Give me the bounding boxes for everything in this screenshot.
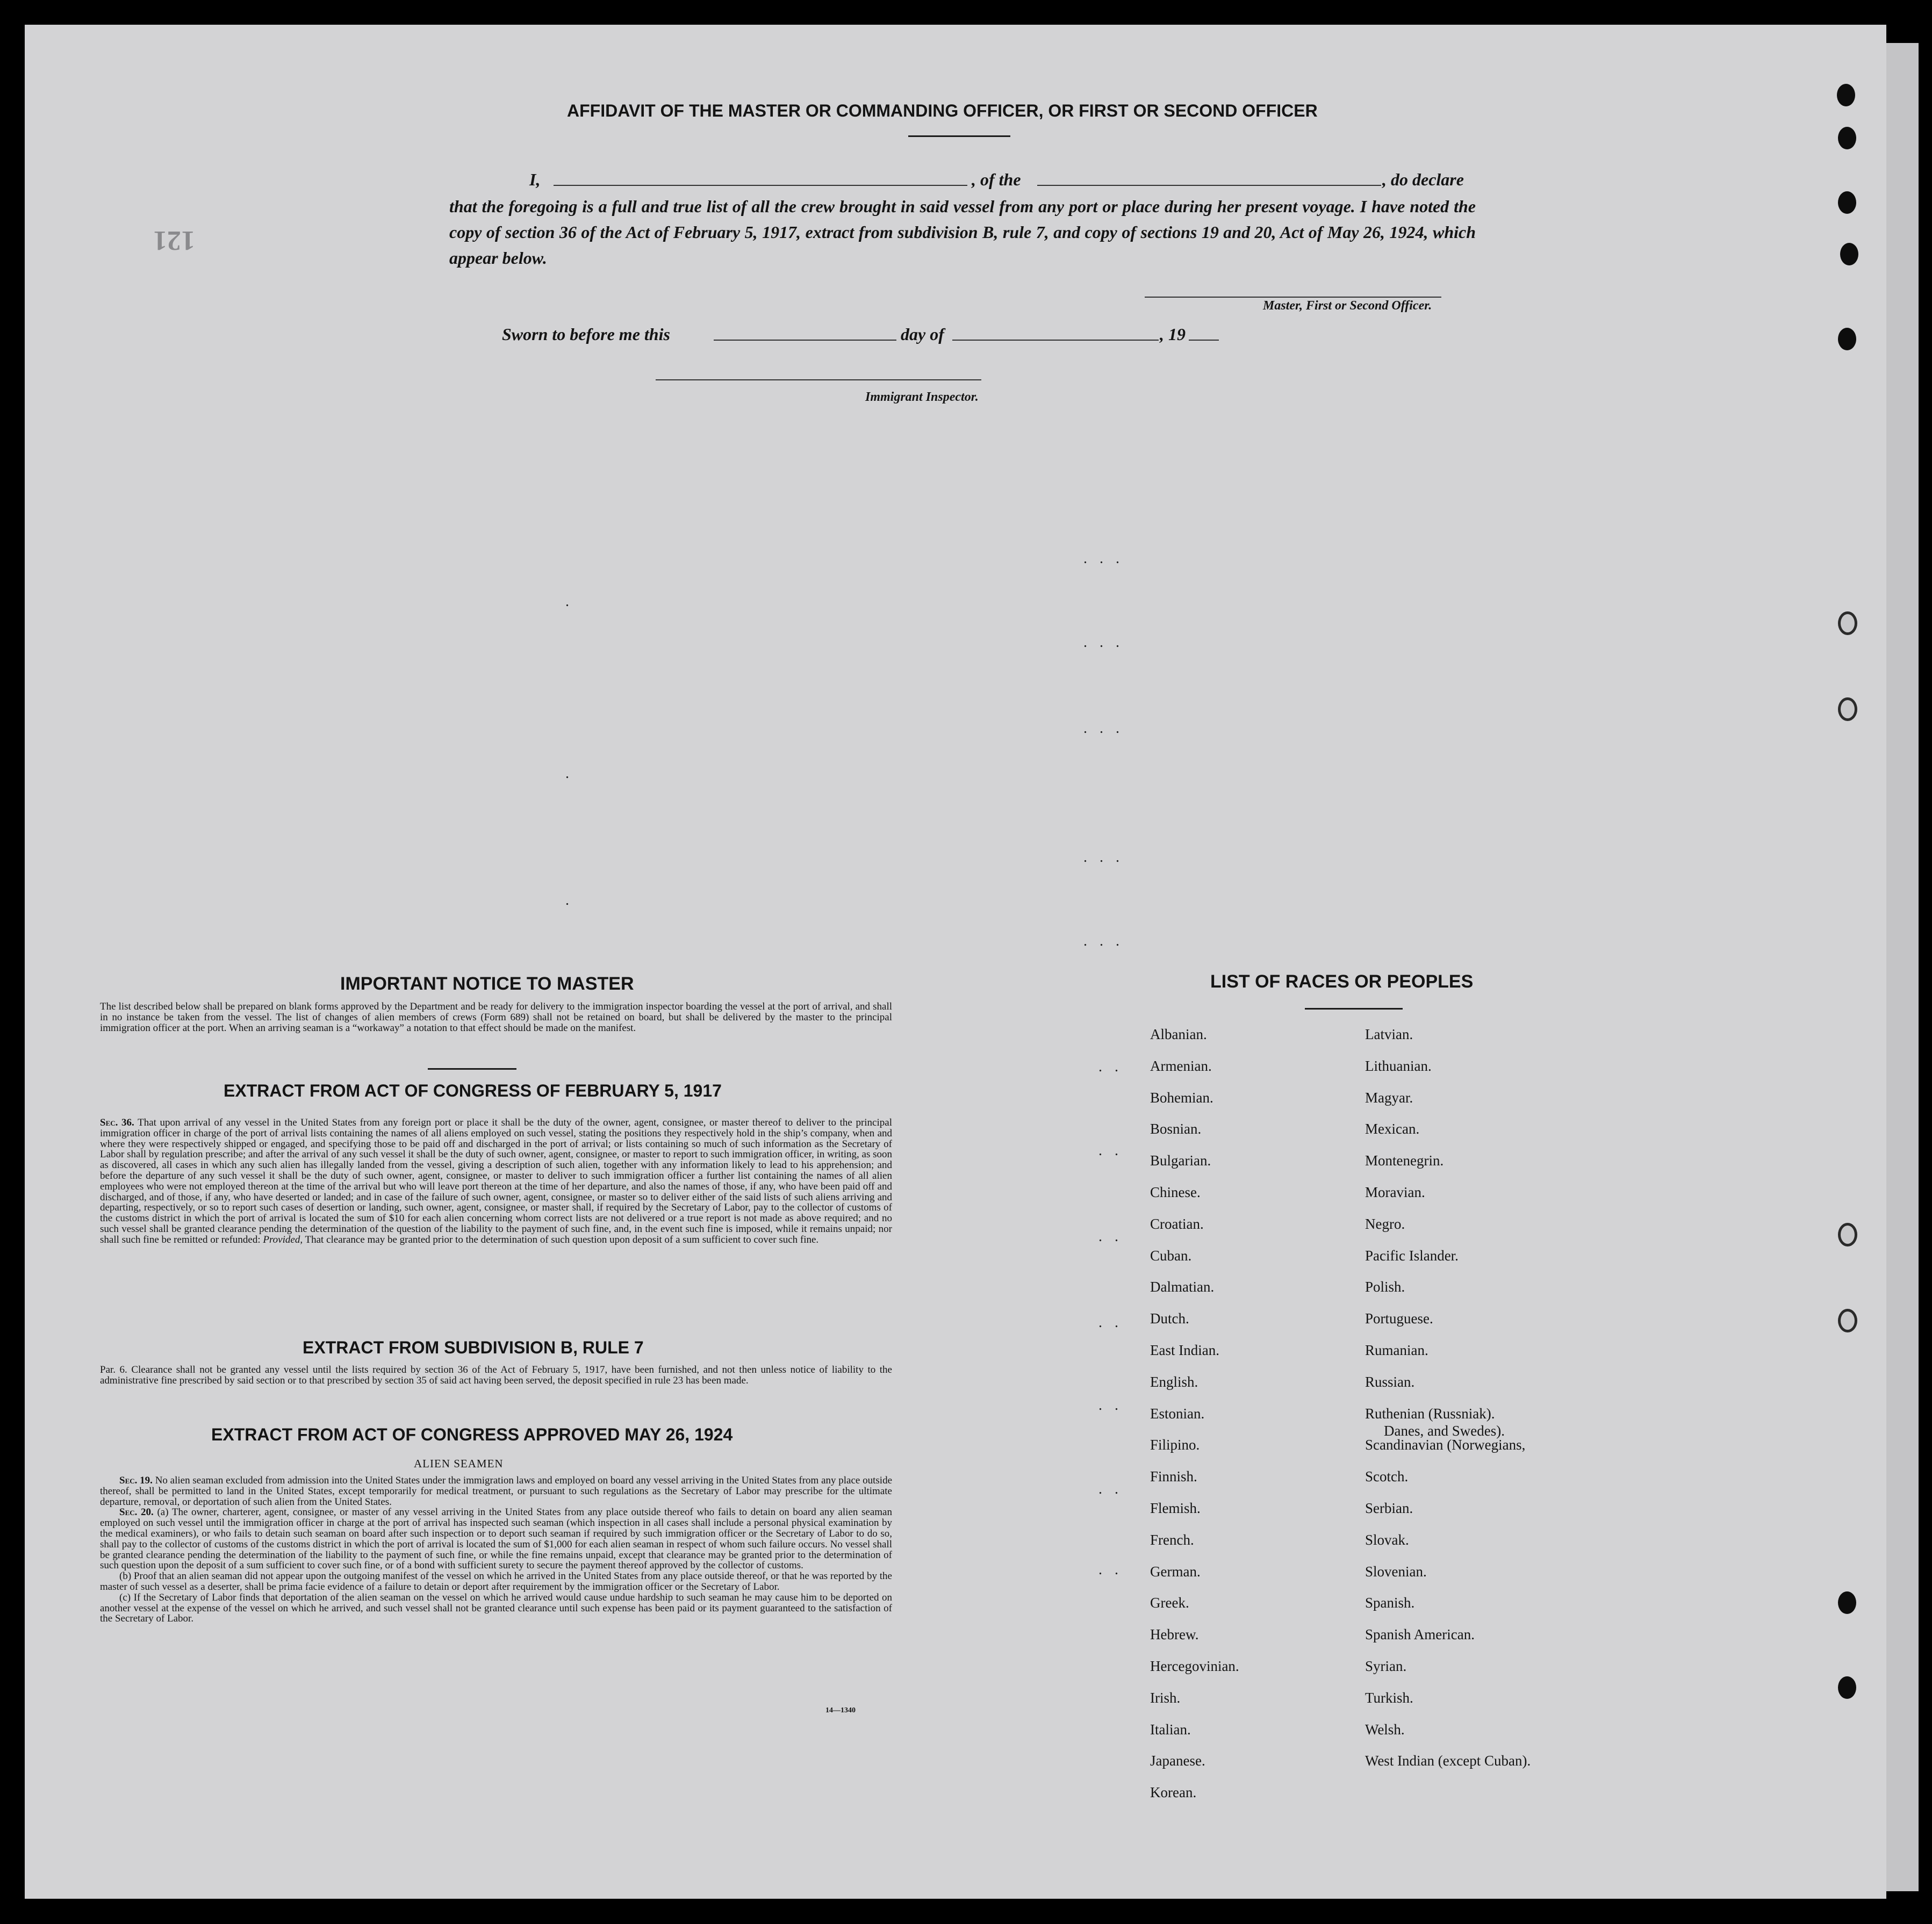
- section-19-body: No alien seaman excluded from admission into the United States under the immigration laws and employed on board any vessel arriving in the United States from any place outside thereof, shall be permitted to land in the United States, except temporarily for medical treatment, or pursuant to such regulations as the Secretary of Labor may prescribe for the ultimate departure, removal, or deportation of such alien from the United States.: [100, 1475, 892, 1508]
- bleed-dots: . .: [1098, 1228, 1123, 1245]
- provided-label: Provided,: [263, 1234, 303, 1245]
- race-item: Lithuanian.: [1365, 1057, 1432, 1074]
- binder-hole: [1838, 1591, 1856, 1614]
- section-20c: (c) If the Secretary of Labor finds that deportation of the alien seaman on the vessel on which he arrived would cause undue hardship to such seaman he may cause him to be deported on another vessel at the expense of the vessel on which he arrived, and such vessel shall not be granted clearance until such expense has been paid or its payment guaranteed to the satisfaction of the Secretary of Labor.: [100, 1591, 892, 1625]
- races-title-underline: [1305, 1008, 1403, 1010]
- section-36-text: [100, 1118, 892, 1245]
- section-label: Sec. 36.: [100, 1117, 134, 1128]
- race-item: Japanese.: [1150, 1753, 1205, 1769]
- race-item: Ruthenian (Russniak).: [1365, 1405, 1495, 1422]
- bleed-dots: . .: [1098, 1058, 1123, 1075]
- vessel-blank-line: [1037, 185, 1381, 186]
- race-item: Syrian.: [1365, 1658, 1407, 1674]
- race-item: Filipino.: [1150, 1437, 1200, 1453]
- race-item: Polish.: [1365, 1279, 1405, 1295]
- race-item: Moravian.: [1365, 1184, 1425, 1200]
- race-item: Scandinavian (Norwegians,: [1365, 1437, 1526, 1453]
- section-20b: (b) Proof that an alien seaman did not appear upon the outgoing manifest of the vessel on which he arrived in the United States from any place outside thereof, or that he was reported by the master of such vessel as a deserter, shall be prima facie evidence of a failure to detain or deport after requirement by the immigration officer or the Secretary of Labor.: [100, 1570, 892, 1592]
- binder-hole: [1838, 1676, 1856, 1699]
- sworn-day-of: day of: [901, 325, 944, 344]
- affidavit-declare: , do declare: [1382, 170, 1464, 189]
- race-item: Armenian.: [1150, 1057, 1212, 1074]
- sworn-day-blank-line: [714, 340, 896, 341]
- signature-line: [1145, 297, 1441, 298]
- form-number: 14—1340: [825, 1706, 856, 1714]
- binder-hole: [1838, 611, 1857, 635]
- section-36-body: That upon arrival of any vessel in the United States from any foreign port or place it shall be the duty of the owner, agent, consignee, or master thereof to deliver to the principal immigration officer in charge of the port of arrival lists containing the names of all aliens employed on such vessel, stating the positions they respectively hold in the ship’s company, when and where they were respectively shipped or engaged, and specifying those to be paid off and discharged in the port of arrival; or lists containing so much of such information as the Secretary of Labor shall by regulation prescribe; and after the arrival of any such vessel it shall be the duty of such owner, agent, consignee, or master to report to such immigration officer, in writing, as soon as discovered, all cases in which any such alien has illegally landed from the vessel, giving a description of such alien, together with any information likely to lead to his apprehension; and before the departure of any such vessel it shall be the duty of such owner, agent, consignee, or master to deliver to such immigration officer a further list containing the names of all alien employees who were not employed thereon at the time of the arrival but who will leave port thereon at the time of her departure, and also the names of those, if any, who have been paid off and discharged, and of those, if any, who have deserted or landed; and in case of the failure of such owner, agent, consignee, or master so to deliver either of the said lists of such aliens arriving and departing, respectively, or so to report such cases of desertion or landing, such owner, agent, consignee, or master shall, if required by the Secretary of Labor, pay to the collector of customs of the customs district in which the port of arrival is located the sum of $10 for each alien concerning whom correct lists are not delivered or a true report is not made as above required; and no such vessel shall be granted clearance pending the determination of the question of the liability to the payment of such fine, and, in the event such fine is imposed, while it remains unpaid; nor shall such fine be remitted or refunded:: [100, 1117, 892, 1245]
- section-label: Sec. 19.: [119, 1475, 153, 1486]
- notice-text: The list described below shall be prepared on blank forms approved by the Department and be ready for delivery to the immigration inspector boarding the vessel at the port of arrival, and shall in no instance be taken from the vessel. The list of changes of alien members of crews (Form 689) shall not be retained on board, but shall be delivered by the master to the principal immigration officer at the port. When an arriving seaman is a “workaway” a notation to that effect should be made on the manifest.: [100, 1001, 892, 1034]
- race-item: Slovak.: [1365, 1531, 1409, 1548]
- section-20a: [100, 1507, 892, 1571]
- binder-hole: [1838, 1309, 1857, 1332]
- race-item: Russian.: [1365, 1373, 1415, 1390]
- binder-hole: [1838, 697, 1857, 721]
- race-item: Korean.: [1150, 1784, 1197, 1801]
- bleed-dots: .: [565, 892, 573, 909]
- race-item: Danes, and Swedes).: [1384, 1422, 1505, 1439]
- race-item: Mexican.: [1365, 1121, 1420, 1137]
- alien-seamen-subtitle: ALIEN SEAMEN: [414, 1457, 504, 1470]
- signature-caption: Master, First or Second Officer.: [1263, 299, 1432, 313]
- race-item: Bulgarian.: [1150, 1152, 1211, 1169]
- race-item: German.: [1150, 1563, 1201, 1580]
- sections-19-20-text: [100, 1475, 892, 1624]
- race-item: Irish.: [1150, 1689, 1181, 1706]
- binder-hole: [1840, 243, 1858, 265]
- race-item: Bohemian.: [1150, 1089, 1213, 1106]
- race-item: Flemish.: [1150, 1500, 1201, 1516]
- race-item: Chinese.: [1150, 1184, 1201, 1200]
- extract-rule-7-title: EXTRACT FROM SUBDIVISION B, RULE 7: [303, 1338, 644, 1357]
- race-item: Scotch.: [1365, 1468, 1409, 1485]
- affidavit-body: that the foregoing is a full and true list of all the crew brought in said vessel from any port or place during her present voyage. I have noted the copy of section 36 of the Act of February 5, 1917, extract from subdivision B, rule 7, and copy of sections 19 and 20, Act of May 26, 1924, which appear below.: [449, 197, 1476, 268]
- race-item: Montenegrin.: [1365, 1152, 1444, 1169]
- bleed-dots: . . .: [1083, 849, 1124, 866]
- bleed-dots: .: [565, 593, 573, 610]
- bleed-dots: . . .: [1083, 720, 1124, 737]
- binder-hole: [1838, 1223, 1857, 1246]
- bleed-dots: . .: [1098, 1142, 1123, 1159]
- affidavit-title: AFFIDAVIT OF THE MASTER OR COMMANDING OFFICER, OR FIRST OR SECOND OFFICER: [567, 101, 1318, 120]
- race-item: Negro.: [1365, 1215, 1405, 1232]
- race-item: East Indian.: [1150, 1342, 1219, 1358]
- name-blank-line: [554, 185, 967, 186]
- race-item: Pacific Islander.: [1365, 1247, 1459, 1264]
- race-item: West Indian (except Cuban).: [1365, 1753, 1531, 1769]
- race-item: Magyar.: [1365, 1089, 1413, 1106]
- sworn-month-blank-line: [952, 340, 1159, 341]
- inspector-caption: Immigrant Inspector.: [865, 390, 979, 404]
- affidavit-i: I,: [529, 170, 541, 189]
- provided-text: That clearance may be granted prior to the determination of such question upon deposit of a sum sufficient to cover such fine.: [305, 1234, 819, 1245]
- bleed-dots: .: [565, 765, 573, 782]
- section-20a-body: (a) The owner, charterer, agent, consignee, or master of any vessel arriving in the United States from any place outside thereof who fails to detain on board any alien seaman employed on such vessel until the immigration officer in charge at the port of arrival has inspected such seaman (which inspection in all cases shall include a personal physical examination by the medical examiners), or who fails to detain such seaman on board after such inspection or to deport such seaman if required by such immigration officer or the Secretary of Labor to do so, shall pay to the collector of customs of the customs district in which the port of arrival is located the sum of $1,000 for each alien seaman in respect of whom such failure occurs. No vessel shall be granted clearance pending the determination of the liability to the payment of such fine, or while the fine remains unpaid, except that clearance may be granted prior to the determination of such question upon the deposit of a sum sufficient to cover such fine, or of a bond with sufficient surety to secure the payment thereof approved by the collector of customs.: [100, 1507, 892, 1572]
- race-item: Dalmatian.: [1150, 1279, 1215, 1295]
- section-19: [100, 1475, 892, 1507]
- race-item: Bosnian.: [1150, 1121, 1202, 1137]
- bleed-dots: . . .: [1083, 634, 1124, 651]
- race-item: Spanish American.: [1365, 1626, 1475, 1643]
- section-label: Sec. 20.: [119, 1507, 154, 1518]
- underlying-page-edge: [1886, 43, 1919, 1891]
- bleed-dots: . .: [1098, 1397, 1123, 1414]
- race-item: French.: [1150, 1531, 1194, 1548]
- race-item: Finnish.: [1150, 1468, 1197, 1485]
- paragraph-6-text: Par. 6. Clearance shall not be granted any vessel until the lists required by section 36 of the Act of February 5, 1917, have been furnished, and not then unless notice of liability to the administrative fine prescribed by said section or to that prescribed by section 35 of said act having been served, the deposit specified in rule 23 has been made.: [100, 1364, 892, 1386]
- sworn-text: Sworn to before me this: [502, 325, 670, 344]
- race-item: Latvian.: [1365, 1026, 1413, 1042]
- race-item: Rumanian.: [1365, 1342, 1428, 1358]
- race-item: Hercegovinian.: [1150, 1658, 1239, 1674]
- race-item: Slovenian.: [1365, 1563, 1427, 1580]
- race-item: Cuban.: [1150, 1247, 1192, 1264]
- bleed-dots: . . .: [1083, 550, 1124, 567]
- extract-feb-1917-title: EXTRACT FROM ACT OF CONGRESS OF FEBRUARY 5, 1917: [224, 1081, 722, 1100]
- race-item: Serbian.: [1365, 1500, 1413, 1516]
- inspector-signature-line: [656, 379, 981, 380]
- binder-hole: [1838, 191, 1856, 214]
- sworn-year-blank-line: [1189, 340, 1219, 341]
- race-item: Hebrew.: [1150, 1626, 1199, 1643]
- race-item: Dutch.: [1150, 1310, 1189, 1327]
- bleed-dots: . .: [1098, 1561, 1123, 1578]
- title-underline: [908, 135, 1010, 137]
- section-divider: [428, 1068, 516, 1070]
- bleed-dots: . .: [1098, 1314, 1123, 1331]
- race-item: Turkish.: [1365, 1689, 1413, 1706]
- race-item: Italian.: [1150, 1721, 1191, 1738]
- binder-hole: [1838, 328, 1856, 350]
- race-item: Croatian.: [1150, 1215, 1204, 1232]
- affidavit-of-the: , of the: [972, 170, 1021, 189]
- race-item: Greek.: [1150, 1595, 1189, 1611]
- bleed-dots: . . .: [1083, 933, 1124, 949]
- extract-may-1924-title: EXTRACT FROM ACT OF CONGRESS APPROVED MAY 26, 1924: [211, 1425, 733, 1444]
- sworn-year: , 19: [1160, 325, 1186, 344]
- bleed-dots: . .: [1098, 1481, 1123, 1497]
- race-item: Portuguese.: [1365, 1310, 1433, 1327]
- binder-hole: [1837, 84, 1855, 106]
- faint-stamp-number: 121: [153, 225, 195, 256]
- notice-title: IMPORTANT NOTICE TO MASTER: [340, 974, 634, 994]
- race-item: Spanish.: [1365, 1595, 1415, 1611]
- race-item: English.: [1150, 1373, 1198, 1390]
- race-item: Albanian.: [1150, 1026, 1207, 1042]
- binder-hole: [1838, 127, 1856, 149]
- races-list-title: LIST OF RACES OR PEOPLES: [1210, 971, 1474, 992]
- race-item: Welsh.: [1365, 1721, 1405, 1738]
- race-item: Estonian.: [1150, 1405, 1205, 1422]
